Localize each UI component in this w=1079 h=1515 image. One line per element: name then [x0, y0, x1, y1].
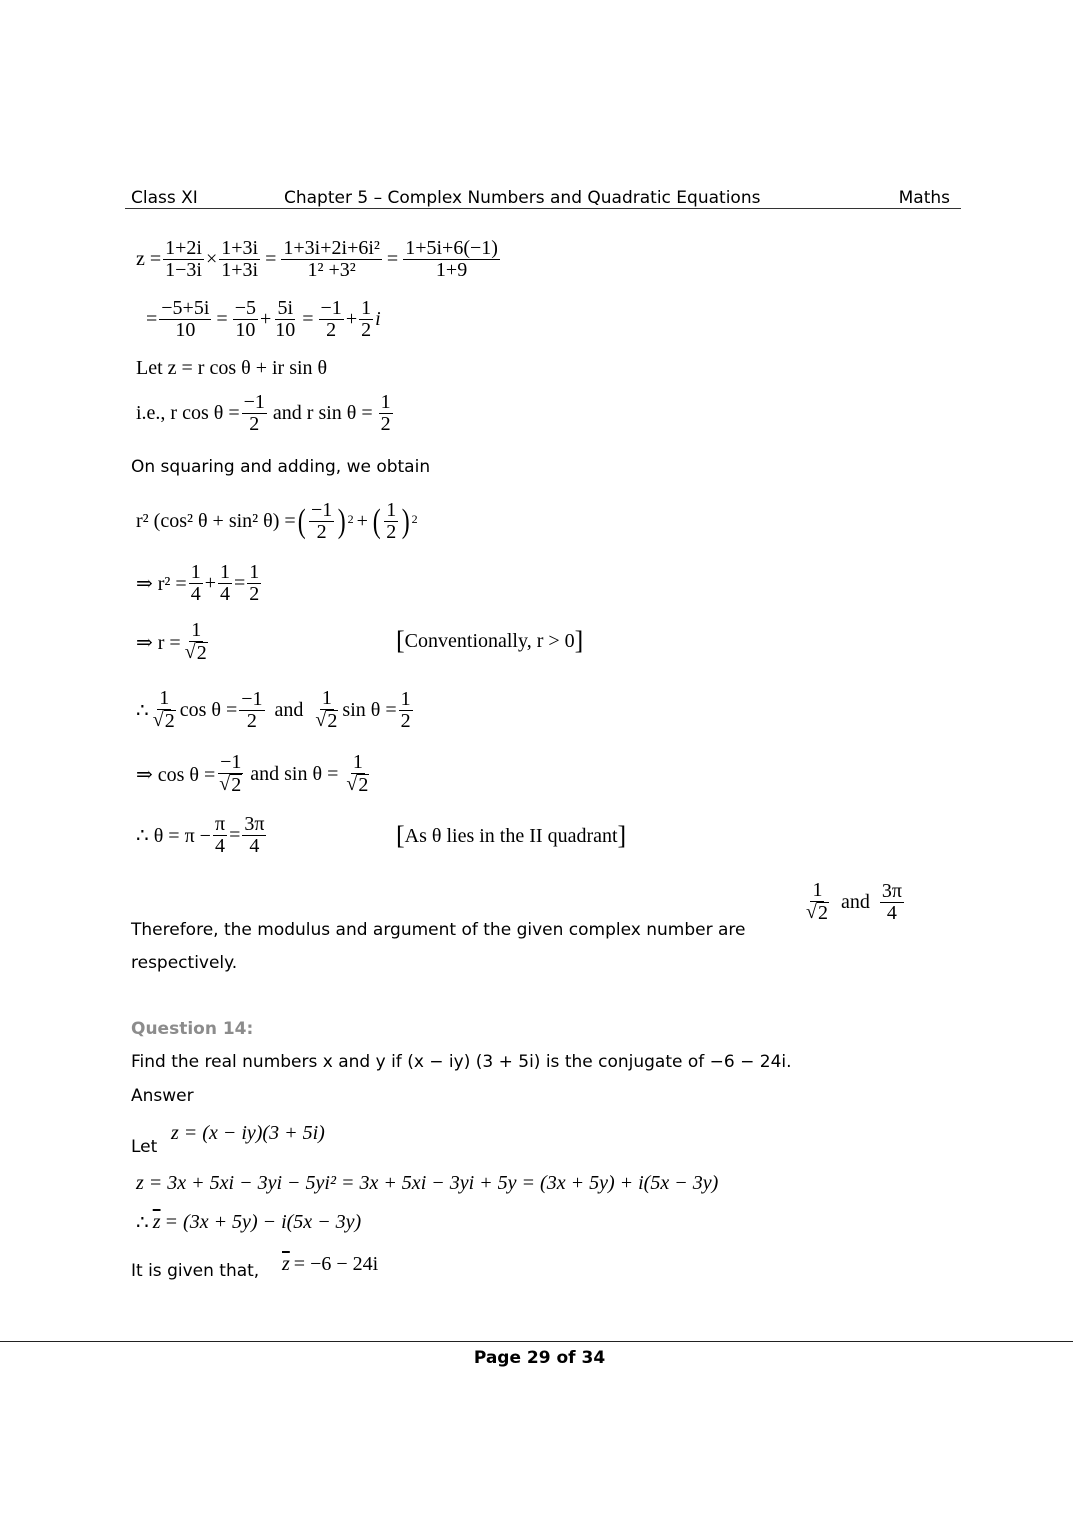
conclusion-text: Therefore, the modulus and argument of the given complex number are [131, 920, 746, 940]
let-line: Let z = r cos θ + ir sin θ [136, 357, 328, 379]
cos-sin-values [136, 752, 373, 796]
radicand: 2 [164, 710, 175, 732]
imaginary-unit: i [375, 308, 381, 330]
paren-open: ( [372, 502, 381, 540]
given-expr: = −6 − 24i [293, 1253, 379, 1275]
given-text: It is given that, [131, 1261, 260, 1281]
numerator: −1 [320, 297, 342, 319]
numerator: 1+2i [165, 237, 202, 259]
r-result [136, 620, 212, 664]
r-squared-result: ⇒ r² = $\frac{1}{4}$ + $\frac{1}{4}$ = $\frac{1}{2}$ [136, 561, 260, 605]
times-sign: × [206, 248, 218, 270]
theta-result: ∴ θ = π − $\frac{\pi}{4}$ = $\frac{3\pi}{4}$ [136, 813, 265, 857]
denominator: 4 [219, 583, 230, 605]
note-text: As θ lies in the II quadrant [404, 824, 618, 847]
numerator: 1+3i+2i+6i² [283, 237, 380, 259]
radicand: 2 [327, 710, 338, 732]
radicand: 2 [817, 902, 828, 924]
fraction [399, 689, 413, 732]
sqrt: √ 2 [806, 901, 828, 924]
radicand: 2 [358, 774, 369, 796]
fraction [309, 500, 334, 543]
numerator: 1 [361, 297, 372, 319]
equals-sign: = [216, 308, 228, 330]
denominator: 10 [175, 319, 196, 341]
equation-z-simplify [136, 238, 502, 281]
numerator: 1 [190, 561, 201, 583]
cos-prefix: ⇒ cos θ = [136, 763, 216, 786]
and-word: and [274, 698, 304, 721]
fraction [804, 880, 831, 924]
denominator: 2 [316, 521, 327, 543]
equals-sign: = [146, 308, 158, 330]
denominator: 2 [326, 319, 337, 341]
paren-close: ) [337, 502, 346, 540]
page-header [125, 186, 961, 209]
equation-z-result [146, 298, 381, 341]
ie-prefix: i.e., r cos θ = [136, 402, 240, 424]
numerator: −5 [234, 297, 256, 319]
therefore-symbol: ∴ [136, 699, 149, 722]
therefore-line [136, 688, 415, 732]
denominator: 2 [386, 521, 397, 543]
conj-expr: = (3x + 5y) − i(5x − 3y) [164, 1211, 362, 1233]
paren-open: ( [297, 502, 306, 540]
conclusion-tail: respectively. [131, 953, 238, 973]
numerator: 1+5i+6(−1) [405, 237, 498, 259]
sqrt: √ 2 [219, 773, 242, 796]
expand-line [136, 1172, 718, 1195]
let-expr: z = (x − iy)(3 + 5i) [171, 1122, 325, 1144]
r-prefix: ⇒ r = [136, 631, 181, 654]
given-expression [282, 1253, 378, 1276]
chapter-title: Chapter 5 – Complex Numbers and Quadratic Equations [284, 188, 761, 208]
numerator: 1 [159, 687, 170, 709]
fraction [218, 562, 232, 605]
fraction [183, 620, 210, 664]
sqrt: √ 2 [346, 773, 369, 796]
numerator: 3π [881, 879, 902, 902]
numerator: 1 [352, 751, 363, 773]
sin-label: sin θ = [342, 698, 397, 721]
exponent: 2 [411, 512, 418, 526]
question-prompt: Find the real numbers x and y if (x − iy) (3 + 5i) is the conjugate of −6 − 24i. [131, 1052, 792, 1072]
denominator: 2 [400, 709, 411, 732]
numerator: 1 [386, 499, 397, 521]
fraction [880, 881, 904, 924]
denominator: 2 [380, 413, 391, 435]
sin-mid: and sin θ = [250, 762, 339, 785]
denominator: 1+9 [435, 259, 468, 281]
eq-lhs: z = [136, 248, 162, 270]
fraction [163, 238, 204, 281]
numerator: 1 [380, 391, 391, 413]
sqrt: √ 2 [315, 709, 338, 732]
fraction [189, 562, 203, 605]
numerator: 1 [191, 619, 202, 641]
plus-sign: + [259, 308, 272, 330]
radicand: 2 [231, 774, 242, 796]
numerator: 1 [219, 561, 230, 583]
conclusion-values [802, 880, 906, 924]
denominator: 4 [215, 835, 226, 857]
equals-sign: = [302, 308, 314, 330]
let-polar-form [136, 357, 327, 380]
fraction [213, 814, 227, 857]
fraction [219, 238, 260, 281]
numerator: −1 [241, 687, 263, 710]
fraction [281, 238, 382, 281]
paren-close: ) [401, 502, 410, 540]
numerator: π [214, 813, 226, 835]
expand-expr: z = 3x + 5xi − 3yi − 5yi² = 3x + 5xi − 3yi + 5y = (3x + 5y) + i(5x − 3y) [136, 1172, 719, 1194]
sqrt: √ 2 [152, 709, 175, 732]
denominator: 2 [249, 413, 260, 435]
denominator: 10 [235, 319, 256, 341]
sqrt: √ 2 [184, 641, 207, 664]
denominator: 2 [361, 319, 372, 341]
fraction [233, 298, 258, 341]
denominator: 10 [275, 319, 296, 341]
equals-sign: = [386, 248, 399, 270]
numerator: 5i [277, 297, 294, 319]
fraction [403, 238, 500, 281]
denominator: 4 [190, 583, 201, 605]
conventionally-note: [ Conventionally, r > 0 ] [396, 626, 584, 655]
let-word: Let [131, 1137, 158, 1157]
cos-label: cos θ = [179, 698, 238, 721]
page-number: Page 29 of 34 [473, 1348, 606, 1368]
fraction [247, 562, 261, 605]
denominator: 2 [246, 709, 257, 732]
denominator: 1² +3² [307, 259, 356, 281]
squaring-text: On squaring and adding, we obtain [131, 457, 431, 477]
denominator: 4 [886, 901, 897, 924]
denominator: 2 [249, 583, 260, 605]
numerator: 1 [400, 687, 411, 710]
fraction [319, 298, 344, 341]
conjugate-line [136, 1210, 361, 1235]
fraction [344, 752, 371, 796]
fraction [379, 392, 393, 435]
class-label: Class XI [131, 188, 198, 208]
numerator: 1+3i [221, 237, 259, 259]
fraction [217, 752, 244, 796]
fraction [242, 392, 267, 435]
radicand: 2 [196, 642, 207, 664]
numerator: −5+5i [161, 297, 210, 319]
denominator: 1−3i [165, 259, 202, 281]
fraction [359, 298, 373, 341]
numerator: 1 [249, 561, 260, 583]
fraction [159, 298, 211, 341]
r2-lhs: r² (cos² θ + sin² θ) = [136, 510, 296, 532]
plus-sign: + [345, 308, 358, 330]
ie-line [136, 392, 395, 435]
fraction [273, 298, 297, 341]
exponent: 2 [347, 512, 354, 526]
let-z-expression [171, 1122, 325, 1145]
r-squared-equation: r² (cos² θ + sin² θ) = ( $\frac{-1}{2}$ ) 2 + ( $\frac{1}{2}$ ) 2 [136, 499, 418, 543]
r2-prefix: ⇒ r² = [136, 573, 187, 595]
equals-sign: = [265, 248, 277, 270]
denominator: 4 [249, 835, 260, 857]
and-word: and [840, 890, 870, 913]
quadrant-note: [ As θ lies in the II quadrant ] [396, 821, 627, 850]
denominator: 1+3i [221, 259, 259, 281]
numerator: −1 [220, 751, 242, 773]
subject-label: Maths [898, 188, 950, 208]
note-text: Conventionally, r > 0 [404, 629, 575, 652]
fraction [313, 688, 340, 732]
fraction [242, 814, 266, 857]
numerator: 1 [321, 687, 332, 709]
theta-prefix: ∴ θ = π − [136, 825, 211, 847]
footer-divider [0, 1341, 1073, 1342]
z-bar: $\overline{z}$ [152, 1211, 161, 1233]
numerator: 3π [244, 813, 265, 835]
answer-label: Answer [131, 1086, 194, 1106]
fraction [239, 689, 264, 732]
therefore-symbol: ∴ [136, 1212, 149, 1234]
numerator: 1 [812, 879, 823, 901]
z-bar: $\overline{z}$ [282, 1253, 290, 1275]
ie-mid: and r sin θ = [272, 402, 373, 424]
question-label: Question 14: [131, 1019, 254, 1039]
numerator: −1 [311, 499, 333, 521]
fraction [384, 500, 398, 543]
fraction [151, 688, 178, 732]
numerator: −1 [243, 391, 265, 413]
